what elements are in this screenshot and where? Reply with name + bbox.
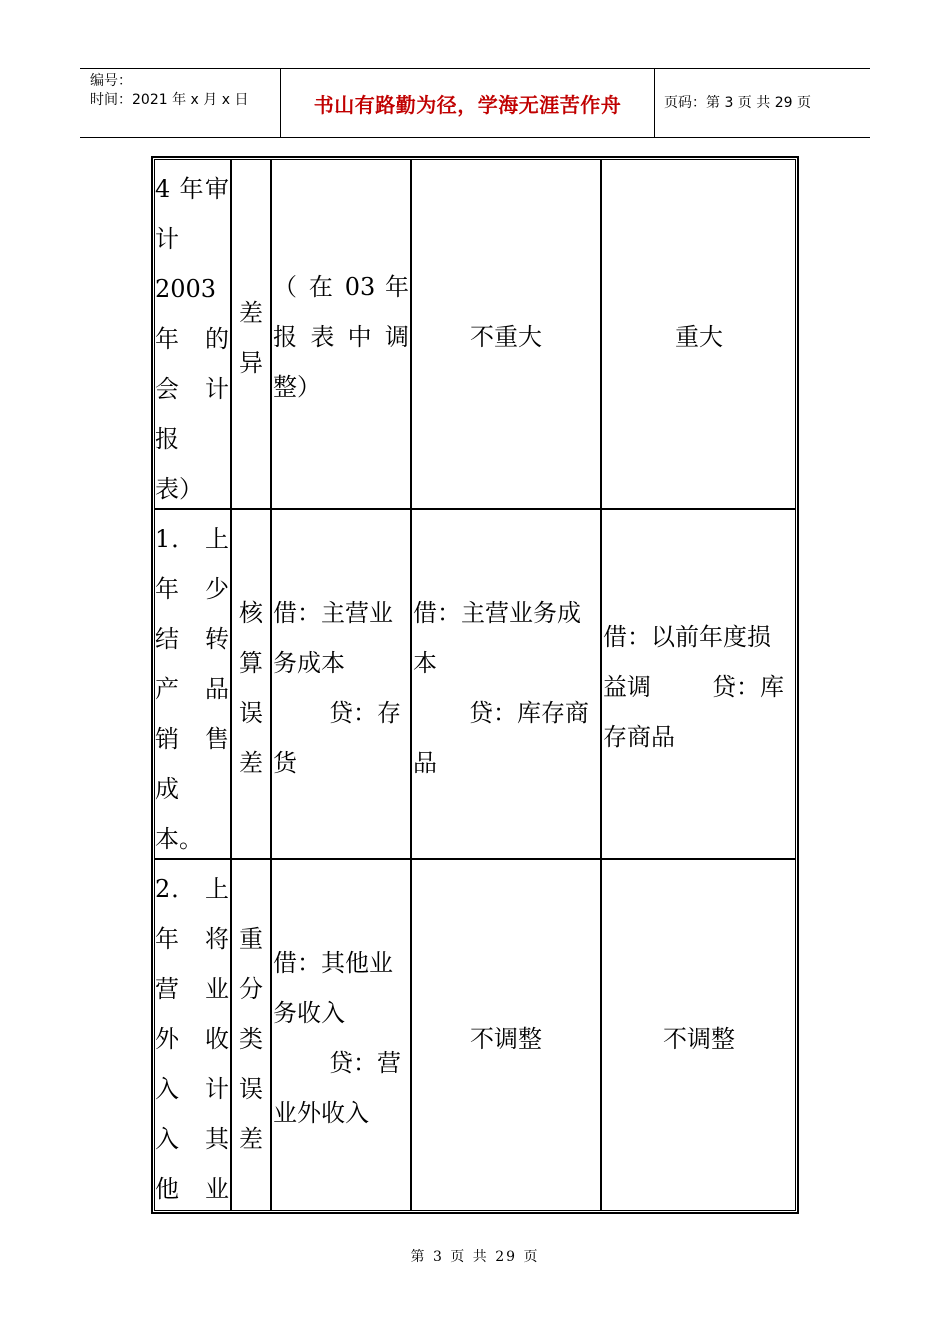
header-page-cell [654, 69, 870, 137]
table-row-2-not-material: 借：主营业务成 本 贷：库存商 品 [413, 599, 589, 777]
table-row-1-not-material: 不重大 [470, 323, 542, 351]
table-row-3-item: 2． 上 年 将 营 业 外 收 入 计 入 其 他 业 [155, 875, 229, 1203]
header-meta [80, 69, 280, 137]
table-row-3-material: 不调整 [663, 1025, 735, 1053]
row-divider [155, 508, 796, 510]
column-divider [270, 160, 272, 1211]
header-motto-cell [280, 69, 655, 137]
table-row-1-item: 4 年审 计 2003 年 的 会 计 报 表） [155, 175, 229, 503]
table-row-2-material: 借：以前年度损 益调 贷：库 存商品 [603, 623, 785, 751]
table-row-1-entry: （ 在 03 年 报 表 中 调 整） [273, 273, 409, 401]
document-number-label: 编号： [90, 73, 132, 89]
page-footer: 第 3 页 共 29 页 [410, 1249, 540, 1265]
row-divider [155, 858, 796, 860]
document-date: 时间：2021 年 x 月 x 日 [90, 92, 249, 108]
column-divider [410, 160, 412, 1211]
column-divider [230, 160, 232, 1211]
table-row-1-material: 重大 [675, 323, 723, 351]
header-page-info: 页码：第 3 页 共 29 页 [664, 95, 811, 111]
table-row-3-not-material: 不调整 [470, 1025, 542, 1053]
table-row-2-type: 核 算 误 差 [239, 599, 263, 777]
column-divider [600, 160, 602, 1211]
page-header [80, 68, 870, 138]
table-row-2-entry: 借：主营业 务成本 贷：存 货 [273, 599, 401, 777]
header-motto: 书山有路勤为径，学海无涯苦作舟 [313, 92, 622, 117]
table-row-3-entry: 借：其他业 务收入 贷：营 业外收入 [273, 949, 401, 1127]
table-row-2-item: 1． 上 年 少 结 转 产 品 销 售 成 本。 [155, 525, 229, 853]
table-row-1-type: 差 异 [239, 299, 263, 377]
table-row-3-type: 重 分 类 误 差 [239, 925, 263, 1153]
